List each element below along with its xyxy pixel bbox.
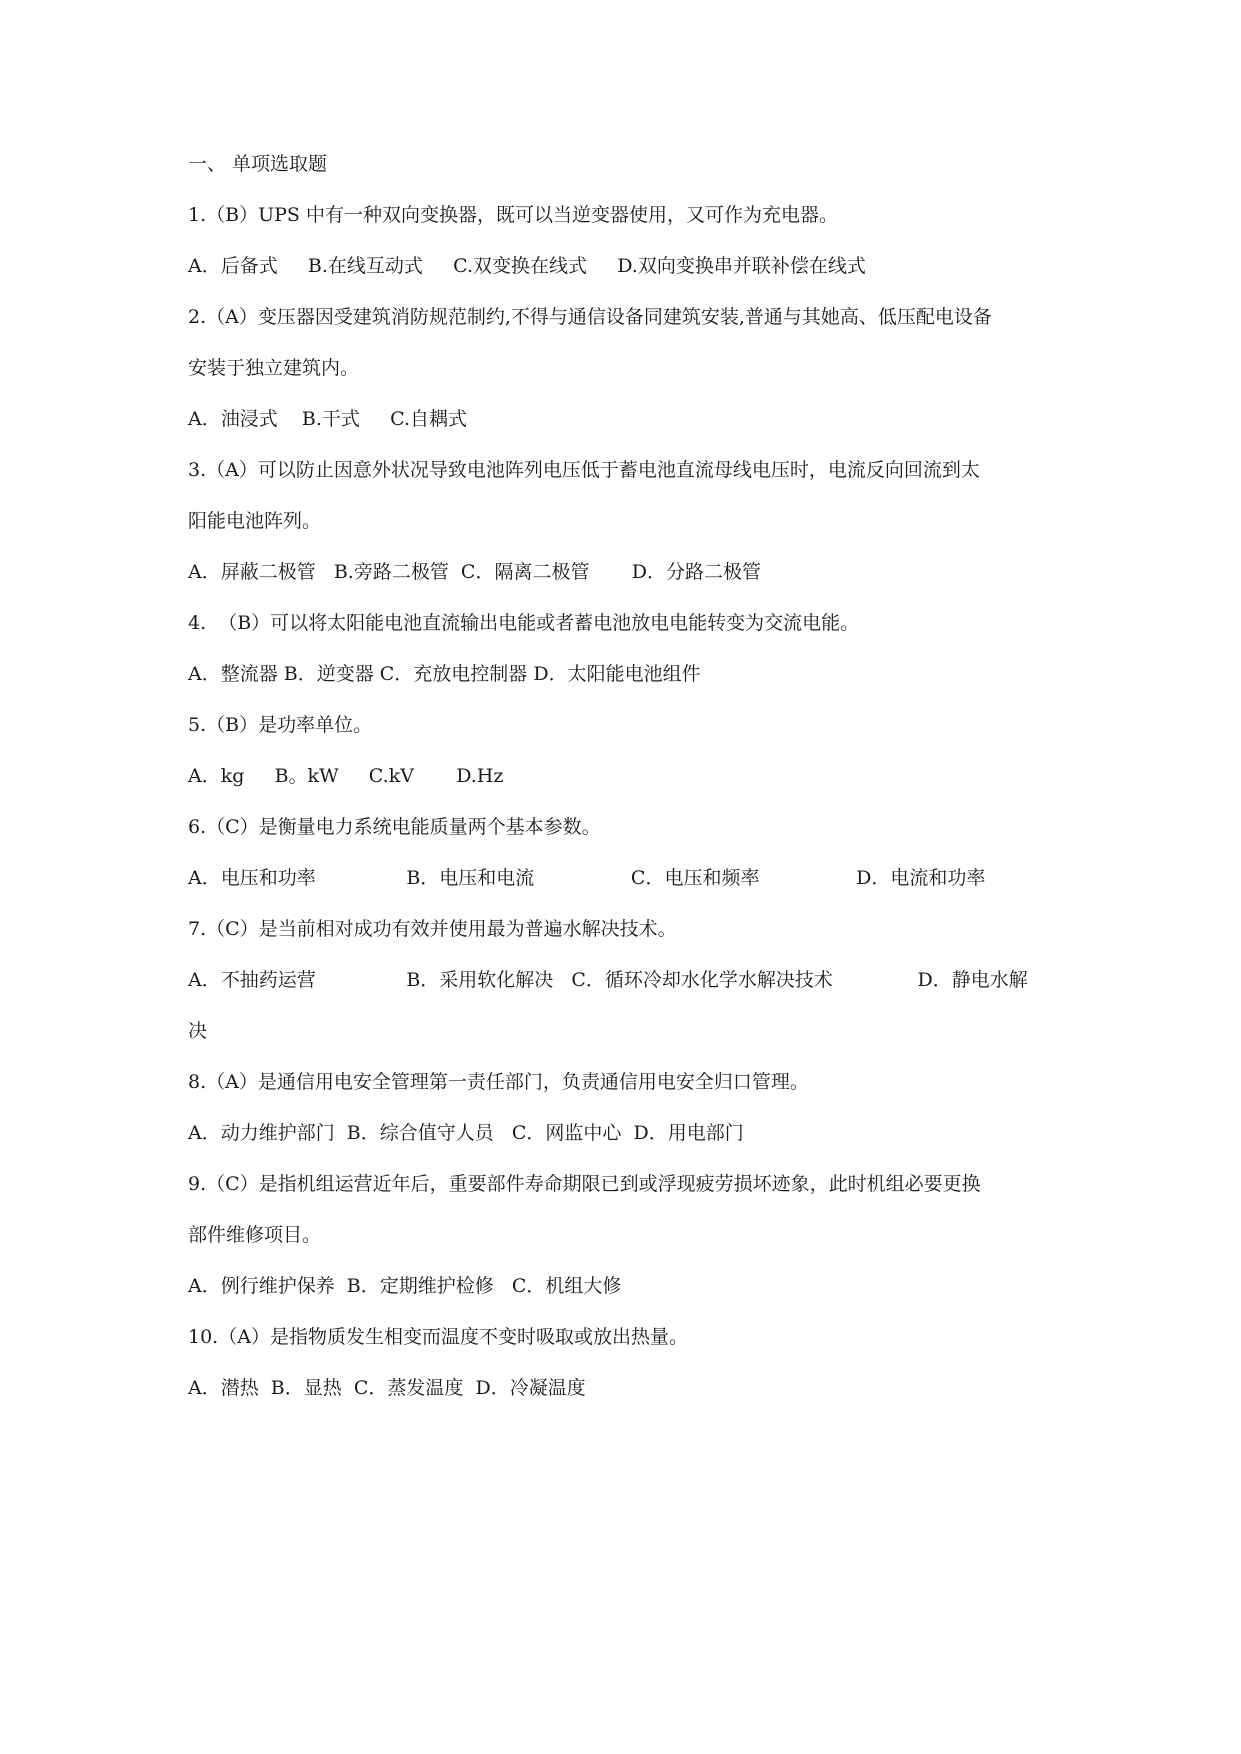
question-9-options: A．例行维护保养 B．定期维护检修 C．机组大修	[188, 1275, 622, 1297]
question-3-text: 3.（A）可以防止因意外状况导致电池阵列电压低于蓄电池直流母线电压时，电流反向回流到太	[188, 459, 980, 481]
question-5-text: 5.（B）是功率单位。	[188, 714, 373, 736]
question-2-text: 2.（A）变压器因受建筑消防规范制约,不得与通信设备同建筑安装,普通与其她高、低压配电设备	[188, 306, 992, 328]
question-7-options: A．不抽药运营 B．采用软化解决 C．循环冷却水化学水解决技术 D．静电水解	[188, 969, 1028, 991]
question-6-text: 6.（C）是衡量电力系统电能质量两个基本参数。	[188, 816, 601, 838]
question-1-options: A．后备式 B.在线互动式 C.双变换在线式 D.双向变换串并联补偿在线式	[188, 255, 866, 277]
question-7-text: 7.（C）是当前相对成功有效并使用最为普遍水解决技术。	[188, 918, 677, 940]
question-10-options: A．潜热 B．显热 C．蒸发温度 D．冷凝温度	[188, 1377, 586, 1399]
question-3-text-cont: 阳能电池阵列。	[188, 510, 322, 532]
question-10-text: 10.（A）是指物质发生相变而温度不变时吸取或放出热量。	[188, 1326, 688, 1348]
question-8-text: 8.（A）是通信用电安全管理第一责任部门，负责通信用电安全归口管理。	[188, 1071, 809, 1093]
question-9-text: 9.（C）是指机组运营近年后，重要部件寿命期限已到或浮现疲劳损坏迹象，此时机组必要更换	[188, 1173, 981, 1195]
question-8-options: A．动力维护部门 B．综合值守人员 C．网监中心 D．用电部门	[188, 1122, 744, 1144]
section-title: 一、 单项选取题	[188, 153, 328, 175]
question-9-text-cont: 部件维修项目。	[188, 1224, 322, 1246]
question-3-options: A．屏蔽二极管 B.旁路二极管 C．隔离二极管 D．分路二极管	[188, 561, 761, 583]
question-6-options: A．电压和功率 B．电压和电流 C．电压和频率 D．电流和功率	[188, 867, 986, 889]
question-2-text-cont: 安装于独立建筑内。	[188, 357, 360, 379]
question-1-text: 1.（B）UPS 中有一种双向变换器，既可以当逆变器使用，又可作为充电器。	[188, 204, 838, 226]
question-5-options: A．kg B。kW C.kV D.Hz	[188, 765, 504, 787]
question-7-options-cont: 决	[188, 1020, 208, 1042]
question-2-options: A．油浸式 B.干式 C.自耦式	[188, 408, 467, 430]
question-4-text: 4. （B）可以将太阳能电池直流输出电能或者蓄电池放电电能转变为交流电能。	[188, 612, 860, 634]
question-4-options: A．整流器 B．逆变器 C．充放电控制器 D．太阳能电池组件	[188, 663, 701, 685]
